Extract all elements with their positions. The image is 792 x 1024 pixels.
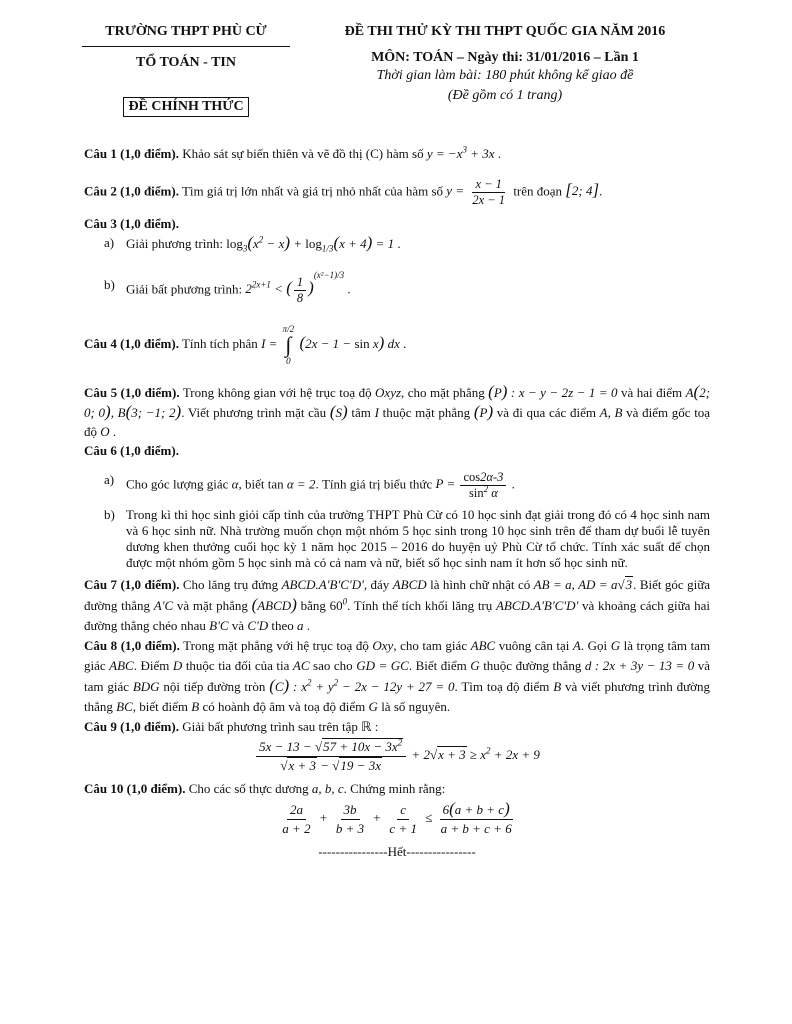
math-formula: $2^{2x+1}$ < ( $\frac{1}{8}$ )$^{(x^2-1)/3}$ <box>245 270 345 305</box>
header-left <box>82 24 290 117</box>
math-formula: P = $\frac{\cos 2\alpha-3}{\sin^2 \alpha}$ <box>436 476 512 491</box>
math-term: A'C <box>153 598 174 613</box>
question-text: nội tiếp đường tròn <box>163 679 266 694</box>
question-6b <box>104 507 710 571</box>
math-term: ABCD <box>392 577 427 592</box>
question-text: thuộc mặt phẳng <box>382 405 471 420</box>
question-text: có hoành độ âm và toạ độ điểm <box>202 699 366 714</box>
item-text: Giải bất phương trình: <box>126 281 243 297</box>
math-term: C'D <box>247 618 269 633</box>
math-term: B <box>553 679 562 694</box>
item-label: b) <box>104 507 115 522</box>
question-label: Câu 1 (1,0 điểm). <box>84 146 179 161</box>
math-term: ABCD.A'B'C'D' <box>281 577 364 592</box>
question-text: . Chứng minh rằng: <box>343 781 446 796</box>
question-label: Câu 2 (1,0 điểm). <box>84 183 179 199</box>
question-text: và khoảng cách giữa hai đường thẳng chéo nhau <box>84 598 710 633</box>
question-text: , cho tam giác <box>393 638 468 653</box>
math-term: A, B <box>599 405 623 420</box>
question-text: và <box>231 618 245 633</box>
math-term: ABC <box>109 658 134 673</box>
question-5: Câu 5 (1,0 điểm). Trong không gian với hệ trục toạ độ Oxyz, cho mặt phẳng (P) : x − y − 2z − 1 = 0 và hai điểm A(2; 0; 0), B(3; −1; 2). Viết phương trình mặt cầu (S) tâm I thuộc mặt phẳng (P) và đi qua các điểm A, B và điểm gốc toạ độ O . <box>84 382 711 439</box>
subject-line: MÔN: TOÁN – Ngày thi: 31/01/2016 – Lần 1 <box>371 50 639 65</box>
question-text: , biết điểm <box>132 699 189 714</box>
question-6 <box>84 441 710 460</box>
question-text: Cho các số thực dương <box>188 781 309 796</box>
math-term: a, b, c <box>311 781 344 796</box>
question-label: Câu 10 (1,0 điểm). <box>84 781 186 796</box>
question-text: và hai điểm <box>621 385 683 400</box>
question-text: . Tính thể tích khối lăng trụ <box>347 598 493 613</box>
question-10-formula <box>84 800 710 838</box>
math-term: BDG <box>132 679 160 694</box>
end-marker: ----------------Hết---------------- <box>318 844 476 859</box>
question-2: Câu 2 (1,0 điểm). Tìm giá trị lớn nhất và giá trị nhỏ nhất của hàm số y = $\frac{x - 1}{2x - 1}$ trên đoạn [2; 4]. <box>84 177 603 207</box>
question-4: Câu 4 (1,0 điểm). Tính tích phân I = π/2 ∫ 0 (2x − 1 − sin x) dx . <box>84 324 407 366</box>
item-label: b) <box>104 277 115 292</box>
question-text: tâm <box>351 405 371 420</box>
math-formula: $\frac{2a}{a + 2}$ + $\frac{3b}{b + 3}$ + $\frac{c}{c + 1}$ ≤ $\frac{6(a + b + c)}{a + b + c + 6}$ <box>282 799 512 836</box>
question-text: và tam giác <box>84 658 711 694</box>
math-formula: AB = a, AD = a√3 <box>533 577 633 592</box>
math-term: a <box>297 618 304 633</box>
question-text: . Gọi <box>580 638 608 653</box>
math-term: BC <box>116 699 133 714</box>
question-text: theo <box>271 618 294 633</box>
question-label: Câu 4 (1,0 điểm). <box>84 335 179 351</box>
math-formula: (C) : $x^2 + y^2 - 2x - 12y + 27 = 0$ <box>269 676 455 695</box>
question-label: Câu 6 (1,0 điểm). <box>84 443 179 458</box>
math-term: A <box>572 638 581 653</box>
math-term: O <box>100 424 110 439</box>
question-label: Câu 5 (1,0 điểm). <box>84 385 180 400</box>
math-term: $60^0$ <box>329 596 348 613</box>
question-text: vuông cân tại <box>498 638 570 653</box>
question-label: Câu 3 (1,0 điểm). <box>84 216 179 231</box>
department-name: TỔ TOÁN - TIN <box>136 55 236 70</box>
math-term: ℝ <box>361 719 372 734</box>
math-term: G <box>610 638 621 653</box>
math-term: (ABCD) <box>251 595 297 614</box>
question-3a: a) Giải phương trình: $\log_3(x^2 - x) + \log_{1/3}(x + 4) = 1$ . <box>104 233 401 254</box>
question-3b: b) Giải bất phương trình: $2^{2x+1}$ < ( $\frac{1}{8}$ )$^{(x^2-1)/3}$ . <box>104 270 351 305</box>
math-formula: GD = GC <box>356 658 409 673</box>
math-term: I <box>374 405 379 420</box>
math-term: Oxy <box>372 638 394 653</box>
question-6a: a) Cho góc lượng giác α, biết tan α = 2. Tính giá trị biểu thức P = $\frac{\cos 2\alpha-3}{\sin^2 \alpha}$ . <box>104 470 515 500</box>
question-text: sao cho <box>313 658 353 673</box>
math-formula: I = π/2 ∫ 0 (2x − 1 − sin x) dx <box>261 324 404 366</box>
math-term: Oxyz <box>375 385 402 400</box>
question-text: . Biết điểm <box>408 658 467 673</box>
question-text: thuộc tia đối của tia <box>185 658 290 673</box>
question-8 <box>84 636 710 717</box>
math-term: (P) <box>473 402 494 421</box>
question-label: Câu 8 (1,0 điểm). <box>84 638 180 653</box>
item-text: Trong kì thi học sinh giỏi cấp tỉnh của trường THPT Phù Cừ có 10 học sinh đạt giải trong đó có 4 học sinh nam và 6 học sinh nữ. Nhà trường muốn chọn một nhóm 5 học sinh trong 10 học sinh trên để tham dự buổi lễ tuyên dương khen thưởng cuối học kỳ 1 năm học 2015 – 2016 do huyện uỷ Phù Cừ tổ chức. Tính xác suất để chọn được một nhóm gồm 5 học sinh mà có cả nam và nữ, biết số học sinh nam ít hơn số học sinh nữ. <box>126 507 710 570</box>
question-text: và điểm gốc toạ độ <box>84 405 711 439</box>
question-text: là số nguyên. <box>381 699 451 714</box>
math-formula: y = $\frac{x - 1}{2x - 1}$ <box>446 177 506 207</box>
question-text: , đáy <box>363 577 390 592</box>
question-1: Câu 1 (1,0 điểm). Khảo sát sự biến thiên và vẽ đồ thị (C) hàm số $y = -x^3 + 3x$ . <box>84 144 501 161</box>
pages-note: (Đề gồm có 1 trang) <box>447 88 563 103</box>
question-10 <box>84 779 710 798</box>
math-term: ABCD.A'B'C'D' <box>495 598 579 613</box>
official-label: ĐỀ CHÍNH THỨC <box>123 97 248 117</box>
question-text: và đi qua các điểm <box>496 405 596 420</box>
question-text: Tính tích phân <box>181 335 258 351</box>
math-term: B'C <box>209 618 229 633</box>
question-9-formula <box>84 738 710 775</box>
item-label: a) <box>104 472 115 487</box>
math-term: G <box>368 699 378 714</box>
question-text: . Viết phương trình mặt cầu <box>181 405 327 420</box>
math-formula: tan α = 2 <box>267 476 316 492</box>
math-formula: $\frac{5x - 13 - √57 + 10x - 3x^2}{√x + 3 - √19 - 3x}$ + $2√x + 3 \ge x^2 + 2x + 9$ <box>254 747 540 762</box>
math-formula: [2; 4] <box>565 180 600 200</box>
question-text: bằng <box>300 598 326 613</box>
question-label: Câu 7 (1,0 điểm). <box>84 577 180 592</box>
question-text: trên đoạn <box>513 183 563 199</box>
question-text: Cho lăng trụ đứng <box>182 577 279 592</box>
math-term: (S) <box>329 402 348 421</box>
question-text: Tìm giá trị lớn nhất và giá trị nhỏ nhất của hàm số <box>181 183 444 199</box>
exam-content <box>84 138 710 861</box>
math-formula: $y = -x^3 + 3x$ <box>426 144 495 161</box>
math-term: D <box>172 658 183 673</box>
math-term: ABC <box>470 638 496 653</box>
question-9: Câu 9 (1,0 điểm). Giải bất phương trình sau trên tập ℝ : <box>84 719 379 734</box>
item-text: , biết <box>238 476 265 492</box>
question-text: Khảo sát sự biến thiên và vẽ đồ thị (C) hàm số <box>182 146 424 161</box>
question-label: Câu 9 (1,0 điểm). <box>84 719 179 734</box>
math-term: G <box>470 658 480 673</box>
item-text: Giải phương trình: <box>126 236 223 251</box>
item-text: Cho góc lượng giác <box>126 476 229 492</box>
item-label: a) <box>104 235 115 250</box>
question-text: . Điểm <box>133 658 170 673</box>
math-formula: (P) : x − y − 2z − 1 = 0 <box>488 382 618 401</box>
exam-title: ĐỀ THI THỬ KỲ THI THPT QUỐC GIA NĂM 2016 <box>344 24 666 39</box>
math-term: AC <box>292 658 310 673</box>
question-text: và mặt phẳng <box>176 598 248 613</box>
question-text: . Biết góc giữa đường thẳng <box>84 577 711 613</box>
question-text: . Tìm toạ độ điểm <box>454 679 550 694</box>
question-text: Trong mặt phẳng với hệ trục toạ độ <box>183 638 369 653</box>
question-7: Câu 7 (1,0 điểm). Cho lăng trụ đứng ABCD.A'B'C'D', đáy ABCD là hình chữ nhật có AB = a, AD = a√3. Biết góc giữa đường thẳng A'C và mặt phẳng (ABCD) bằng $60^0$. Tính thể tích khối lăng trụ ABCD.A'B'C'D' và khoảng cách giữa hai đường thẳng chéo nhau B'C và C'D theo a . <box>84 577 711 633</box>
math-formula: $\log_3(x^2 - x) + \log_{1/3}(x + 4) = 1$ <box>226 233 395 254</box>
math-formula: A(2; 0; 0), B(3; −1; 2) <box>84 382 711 421</box>
question-text: , cho mặt phẳng <box>401 385 485 400</box>
time-note: Thời gian làm bài: 180 phút không kể giao đề <box>376 68 634 83</box>
header-right <box>300 24 710 106</box>
math-formula: d : 2x + 3y − 13 = 0 <box>584 658 695 673</box>
question-text: và viết phương trình đường thẳng <box>84 679 711 714</box>
question-text: Trong không gian với hệ trục toạ độ <box>182 385 372 400</box>
question-3 <box>84 214 710 233</box>
math-term: α <box>231 476 239 492</box>
question-text: là trọng tâm tam giác <box>84 638 711 673</box>
question-text: là hình chữ nhật có <box>430 577 531 592</box>
question-text: thuộc đường thẳng <box>483 658 582 673</box>
item-text: . Tính giá trị biểu thức <box>315 476 433 492</box>
math-term: B <box>191 699 200 714</box>
question-text: Giải bất phương trình sau trên tập <box>182 719 358 734</box>
school-name: TRƯỜNG THPT PHÙ CỪ <box>82 24 290 47</box>
